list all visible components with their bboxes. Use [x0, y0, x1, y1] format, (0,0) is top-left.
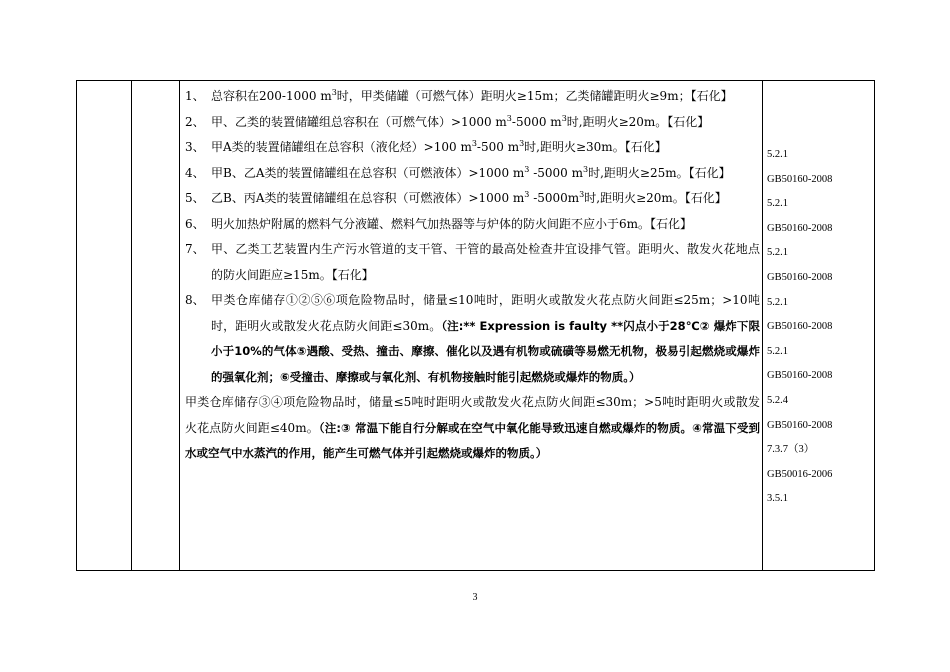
item-text: 乙B、丙A类的装置储罐组在总容积（可燃液体）>1000 m — [211, 191, 525, 205]
reference-line: GB50160-2008 — [767, 370, 833, 382]
superscript: 3 — [524, 164, 530, 174]
item-text: 总容积在200-1000 m — [211, 89, 332, 103]
reference-line: 5.2.4 — [767, 394, 788, 406]
reference-line: 5.2.1 — [767, 149, 788, 160]
item-text: 时,距明火≥20m。【石化】 — [566, 114, 710, 129]
page-number: 3 — [472, 592, 478, 603]
superscript: 3 — [519, 139, 525, 148]
item-text: 时,距明火≥30m。【石化】 — [524, 140, 667, 154]
item-text: 时，甲类储罐（可燃气体）距明火≥15m；乙类储罐距明火≥9m；【石化】 — [336, 89, 733, 103]
reference-line: GB50160-2008 — [767, 173, 833, 185]
reference-line: GB50016-2006 — [767, 468, 833, 480]
superscript: 3 — [471, 139, 477, 148]
list-item — [181, 161, 760, 187]
list-item — [181, 135, 760, 161]
item-text: 时,距明火≥20m。【石化】 — [584, 191, 727, 205]
reference-line: GB50160-2008 — [767, 222, 833, 234]
list-item — [181, 186, 760, 212]
item-number: 3、 — [185, 140, 205, 154]
paragraph-note: （注:③ 常温下能自行分解或在空气中氧化能导致迅速自燃或爆炸的物质。④常温下受到水或空气中水蒸汽的作用，能产生可燃气体并引起燃烧或爆炸的物质。） — [185, 420, 760, 460]
superscript: 3 — [561, 113, 567, 123]
reference-cell — [767, 143, 873, 512]
reference-line: 5.2.1 — [767, 198, 788, 210]
item-text: 明火加热炉附属的燃料气分液罐、燃料气加热器等与炉体的防火间距不应小于6m。【石化】 — [211, 216, 693, 231]
reference-line: 3.5.1 — [767, 493, 788, 505]
item-number: 8、 — [185, 293, 205, 307]
paragraph-text: 甲类仓库储存③④项危险物品时，储量≤5吨时距明火或散发火花点防火间距≤30m；>5吨时距明火或散发火花点防火间距≤40m。 — [185, 395, 760, 435]
item-text: 甲A类的装置储罐组在总容积（液化烃）>100 m — [211, 140, 472, 154]
item-text: 甲、乙类的装置储罐组总容积在（可燃气体）>1000 m — [211, 114, 507, 129]
column-divider-3 — [762, 81, 763, 570]
list-item — [181, 110, 760, 136]
item-text: -5000 m — [511, 114, 562, 129]
reference-line: 5.2.1 — [767, 345, 788, 357]
list-item — [181, 288, 760, 390]
reference-line: GB50160-2008 — [767, 271, 833, 283]
requirements-cell — [181, 84, 760, 467]
column-divider-2 — [179, 81, 180, 570]
reference-line: 5.2.1 — [767, 247, 788, 259]
column-divider-1 — [131, 81, 132, 570]
item-text: 甲B、乙A类的装置储罐组在总容积（可燃液体）>1000 m — [211, 165, 525, 180]
list-item — [181, 237, 760, 288]
reference-line: GB50160-2008 — [767, 419, 833, 431]
item-number: 5、 — [185, 191, 205, 205]
item-number: 1、 — [185, 89, 205, 103]
item-text: 甲类仓库储存①②⑤⑥项危险物品时，储量≤10吨时，距明火或散发火花点防火间距≤25m；>10吨时，距明火或散发火花点防火间距≤30m。 — [211, 293, 760, 333]
paragraph — [181, 390, 760, 467]
superscript: 3 — [582, 164, 589, 174]
item-text: -500 m — [476, 140, 520, 154]
reference-line: GB50160-2008 — [767, 321, 833, 333]
item-number: 6、 — [185, 216, 205, 231]
superscript: 3 — [506, 113, 512, 123]
item-text: 甲、乙类工艺装置内生产污水管道的支干管、干管的最高处检查井宜设排气管。距明火、散发火花地点的防火间距应≥15m。【石化】 — [211, 242, 760, 282]
superscript: 3 — [331, 88, 337, 97]
reference-line: 5.2.1 — [767, 296, 788, 308]
item-note: （注:** Expression is faulty **闪点小于28℃② 爆炸下限小于10%的气体⑤遇酸、受热、撞击、摩擦、催化以及遇有机物或硫磺等易燃无机物，极易引起燃烧或爆炸的强氧化剂；⑥受撞击、摩擦或与氧化剂、有机物接触时能引起燃烧或爆炸的物质。） — [211, 318, 760, 384]
reference-line: 7.3.7（3） — [767, 444, 815, 456]
list-item — [181, 84, 760, 110]
item-number: 4、 — [185, 165, 205, 180]
regulation-table — [76, 80, 875, 571]
item-number: 7、 — [185, 242, 205, 256]
item-number: 2、 — [185, 114, 205, 129]
superscript: 3 — [524, 190, 530, 199]
superscript: 3 — [579, 190, 585, 199]
list-item — [181, 212, 760, 238]
item-text: -5000m — [529, 191, 580, 205]
item-text: -5000 m — [529, 165, 583, 180]
item-text: 时,距明火≥25m。【石化】 — [588, 165, 731, 180]
